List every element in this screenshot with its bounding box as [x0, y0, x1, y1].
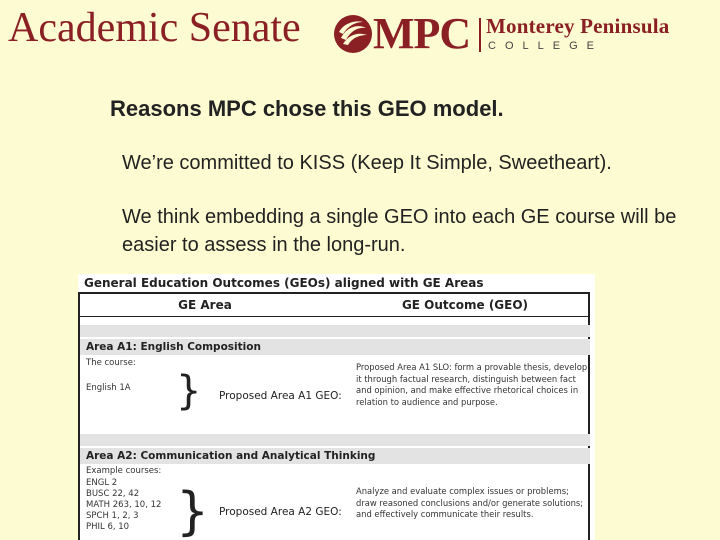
logo-college-subtitle: COLLEGE [488, 40, 603, 52]
area-a2-proposed-label: Proposed Area A2 GEO: [219, 506, 342, 518]
brace-icon: } [176, 482, 210, 540]
band-spacer [80, 325, 590, 337]
area-a2-title: Area A2: Communication and Analytical Thinking [86, 450, 376, 462]
header-divider [80, 316, 590, 317]
column-header-ge-area: GE Area [178, 298, 232, 312]
area-a2-course: MATH 263, 10, 12 [86, 500, 162, 510]
mpc-logo[interactable] [333, 9, 718, 58]
senate-title: Academic Senate [8, 5, 301, 51]
mpc-emblem-icon [333, 14, 373, 54]
area-a1-course-label: The course: [86, 358, 136, 368]
area-a2-course-label: Example courses: [86, 466, 162, 476]
area-a1-outcome: Proposed Area A1 SLO: form a provable thesis, develop it through factual research, distinguish between fact and opinion, and make effective rhetorical choices in relation to audience and purpose. [356, 362, 588, 407]
area-a2-course: ENGL 2 [86, 478, 118, 488]
slide-header [0, 0, 720, 70]
column-header-ge-outcome: GE Outcome (GEO) [401, 298, 529, 312]
logo-mark-text: MPC [373, 9, 471, 58]
bullet-kiss: We’re committed to KISS (Keep It Simple, Sweetheart). [122, 152, 612, 174]
table-title: General Education Outcomes (GEOs) aligned with GE Areas [84, 276, 484, 290]
area-a2-course: SPCH 1, 2, 3 [86, 511, 139, 521]
logo-divider [479, 18, 481, 52]
geo-table-image [78, 274, 595, 540]
area-a1-course: English 1A [86, 383, 131, 393]
logo-college-name: Monterey Peninsula [486, 14, 670, 38]
slide-heading: Reasons MPC chose this GEO model. [110, 96, 504, 121]
area-a2-course: PHIL 6, 10 [86, 522, 130, 532]
bullet-embedding: We think embedding a single GEO into each GE course will be easier to assess in the long-run. [122, 206, 677, 256]
area-a2-course: BUSC 22, 42 [86, 489, 140, 499]
area-a2-outcome: Analyze and evaluate complex issues or problems; draw reasoned conclusions and/or generate solutions; and effectively communicate their results. [356, 486, 584, 519]
geo-table [78, 292, 590, 540]
area-a1-proposed-label: Proposed Area A1 GEO: [219, 390, 342, 402]
brace-icon: } [176, 368, 202, 414]
band-spacer [80, 434, 590, 446]
area-a1-title: Area A1: English Composition [86, 341, 261, 353]
